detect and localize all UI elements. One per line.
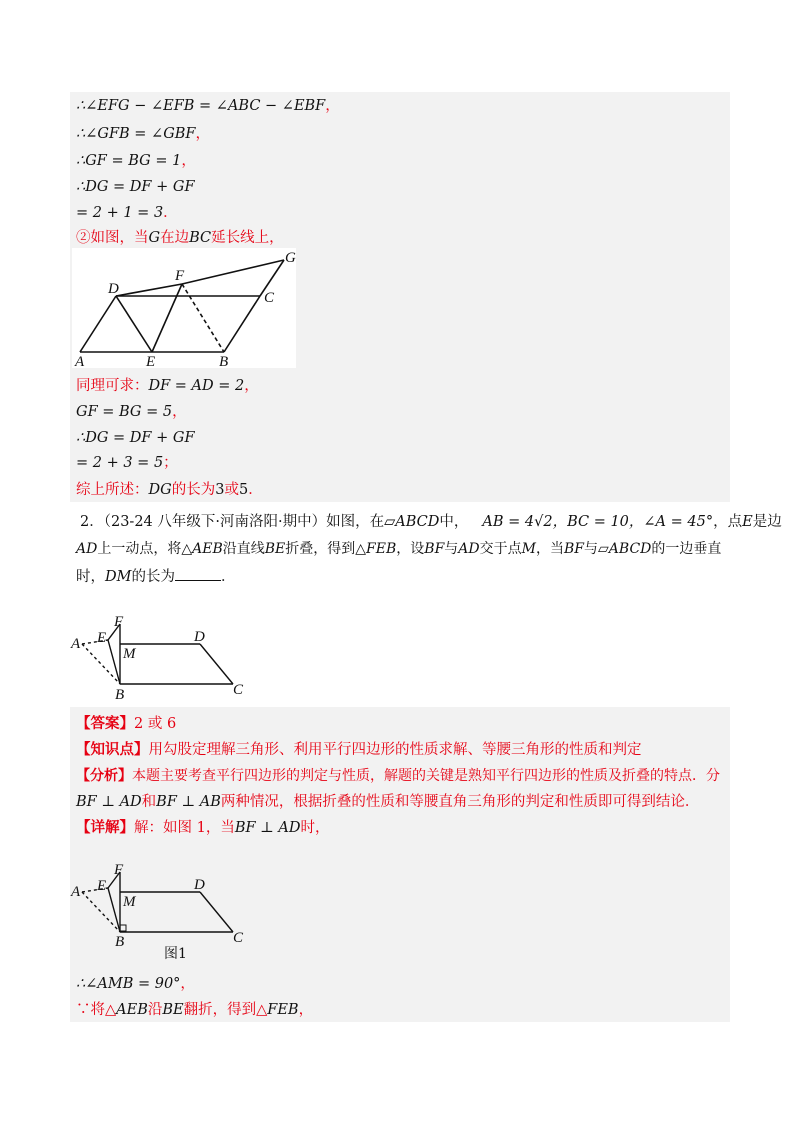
figure-case-2 [72, 248, 296, 368]
sol-line-3: ∴GF = BG = 1， [76, 153, 196, 169]
figure-question-2-svg [70, 612, 260, 702]
fig2-label-D: D [194, 629, 205, 645]
sol-line-9: = 2 + 3 = 5； [76, 455, 178, 471]
fig1-label-G: G [285, 250, 296, 266]
q2-line-1: 2．（23-24 八年级下·河南洛阳·期中）如图，在▱ABCD中， AB = 4√2，BC = 10，∠A = 45°，点E是边 [80, 514, 782, 530]
sol-line-4: ∴DG = DF + GF [76, 179, 195, 195]
q2-line-3: 时，DM的长为 ． [76, 566, 235, 587]
figure-1 [70, 860, 260, 970]
fig2-label-M: M [123, 646, 136, 662]
answer-line: 【答案】2 或 6 [76, 715, 177, 732]
figure-1-svg [70, 860, 260, 970]
sol-case-2: ②如图，当G在边BC延长线上， [76, 230, 284, 246]
fig2-label-E: E [97, 630, 107, 646]
sol-summary: 综上所述：DG的长为3或5． [76, 482, 263, 498]
sol-line-1: ∴∠EFG − ∠EFB = ∠ABC − ∠EBF， [76, 98, 340, 114]
figure-case-2-svg [72, 248, 296, 368]
fig1-label-A: A [75, 354, 85, 368]
knowledge-point-line: 【知识点】用勾股定理解三角形、利用平行四边形的性质求解、等腰三角形的性质和判定 [76, 741, 642, 758]
fig2-label-B: B [115, 687, 125, 702]
fig1-label-C: C [264, 290, 275, 306]
fig3-label-C: C [233, 930, 244, 946]
fig3-label-A: A [71, 884, 81, 900]
figure-1-caption: 图1 [164, 946, 187, 962]
fig3-label-E: E [97, 878, 107, 894]
fig1-label-B: B [219, 354, 229, 368]
sol-line-7: GF = BG = 5， [76, 404, 187, 420]
step-line-2: ∵将△AEB沿BE翻折，得到△FEB， [76, 1002, 314, 1018]
answer-blank [175, 566, 221, 581]
fig2-label-A: A [71, 636, 81, 652]
fig3-label-B: B [115, 934, 125, 950]
fig3-label-M: M [123, 894, 136, 910]
sol-line-8: ∴DG = DF + GF [76, 430, 195, 446]
fig1-label-F: F [175, 268, 185, 284]
step-line-1: ∴∠AMB = 90°， [76, 976, 195, 992]
fig3-label-F: F [114, 862, 124, 878]
fig2-label-F: F [114, 614, 124, 630]
analysis-line-1: 【分析】本题主要考查平行四边形的判定与性质，解题的关键是熟知平行四边形的性质及折叠的特点．分 [76, 768, 720, 784]
fig2-label-C: C [233, 682, 244, 698]
fig1-label-D: D [108, 281, 119, 297]
figure-question-2 [70, 612, 260, 702]
sol-same-line: 同理可求：DF = AD = 2， [76, 378, 259, 394]
sol-line-2: ∴∠GFB = ∠GBF， [76, 126, 210, 142]
fig3-label-D: D [194, 877, 205, 893]
detail-line: 【详解】解：如图 1，当BF ⊥ AD时， [76, 819, 330, 836]
q2-line-2: AD上一动点，将△AEB沿直线BE折叠，得到△FEB，设BF与AD交于点M，当BF与▱ABCD的一边垂直 [76, 541, 722, 557]
fig1-label-E: E [146, 354, 156, 368]
sol-line-5: = 2 + 1 = 3． [76, 205, 178, 221]
analysis-line-2: BF ⊥ AD和BF ⊥ AB两种情况，根据折叠的性质和等腰直角三角形的判定和性质即可得到结论． [76, 794, 700, 810]
